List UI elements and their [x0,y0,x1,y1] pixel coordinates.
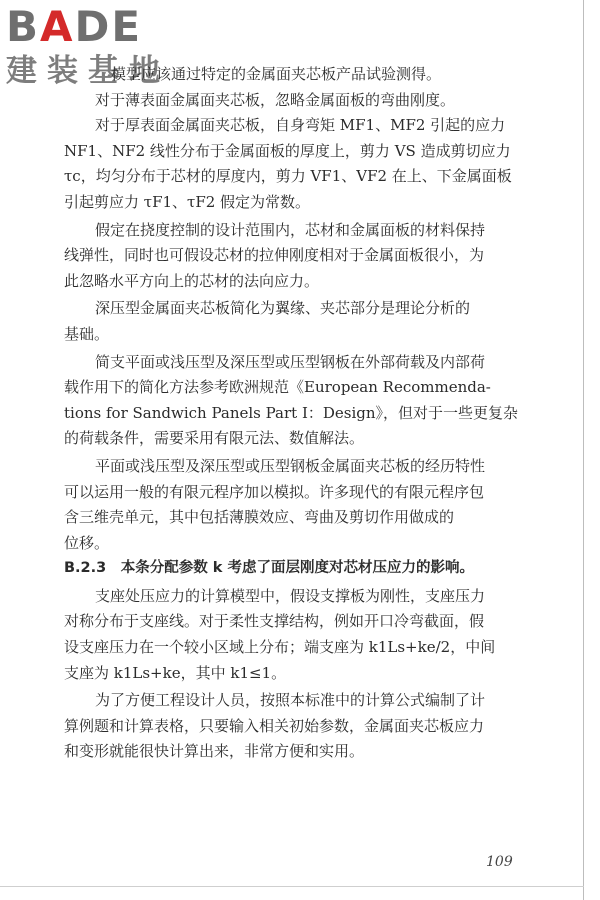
section-heading: B.2.3 本条分配参数 k 考虑了面层刚度对芯材压应力的影响。 [64,560,474,577]
text-line: NF1、NF2 线性分布于金属面板的厚度上，剪力 VS 造成剪切应力 [64,141,511,160]
text-line: 算例题和计算表格，只要输入相关初始参数，金属面夹芯板应力 [64,716,485,735]
text-line: 载作用下的简化方法参考欧洲规范《European Recommenda- [64,378,491,397]
text-line: 支座处压应力的计算模型中，假设支撑板为刚性，支座压力 [95,586,486,605]
text-line: τc，均匀分布于芯材的厚度内，剪力 VF1、VF2 在上、下金属面板 [64,167,512,186]
text-line: 对称分布于支座线。对于柔性支撑结构，例如开口冷弯截面，假 [64,612,485,631]
logo-cjk: 建装基地 [6,53,170,89]
text-line: 假定在挠度控制的设计范围内，芯材和金属面板的材料保持 [95,220,486,239]
text-line: 平面或浅压型及深压型或压型钢板金属面夹芯板的经历特性 [95,456,486,475]
text-line: 基础。 [64,324,110,343]
text-line: 线弹性，同时也可假设芯材的拉伸刚度相对于金属面板很小，为 [64,246,485,265]
text-line: 简支平面或浅压型及深压型或压型钢板在外部荷载及内部荷 [95,352,486,371]
logo-latin: BADE [6,2,143,51]
text-line: 模型应该通过特定的金属面夹芯板产品试验测得。 [111,65,442,83]
text-line: 含三维壳单元，其中包括薄膜效应、弯曲及剪切作用做成的 [64,508,455,527]
text-line: 深压型金属面夹芯板简化为翼缘、夹芯部分是理论分析的 [95,299,471,318]
text-line: 设支座压力在一个较小区域上分布；端支座为 k1Ls+ke/2，中间 [64,638,496,657]
text-line: 对于厚表面金属面夹芯板，自身弯矩 MF1、MF2 引起的应力 [95,116,506,135]
text-line: 为了方便工程设计人员，按照本标准中的计算公式编制了计 [95,691,486,710]
text-line: 对于薄表面金属面夹芯板，忽略金属面板的弯曲刚度。 [95,90,456,109]
text-line: 此忽略水平方向上的芯材的法向应力。 [64,271,320,290]
page-edge [583,0,584,900]
text-line: 的荷载条件，需要采用有限元法、数值解法。 [64,429,365,448]
text-line: 和变形就能很快计算出来，非常方便和实用。 [64,742,365,761]
page-number: 109 [486,854,513,870]
text-line: 支座为 k1Ls+ke，其中 k1≤1。 [64,663,287,682]
text-line: 引起剪应力 τF1、τF2 假定为常数。 [64,192,311,211]
text-line: 可以运用一般的有限元程序加以模拟。许多现代的有限元程序包 [64,482,485,501]
document-body [64,62,520,765]
page-edge-bottom [0,886,584,887]
text-line: tions for Sandwich Panels Part Ⅰ：Design》，但对于一些更复杂 [64,403,519,422]
text-line: 位移。 [64,533,110,552]
